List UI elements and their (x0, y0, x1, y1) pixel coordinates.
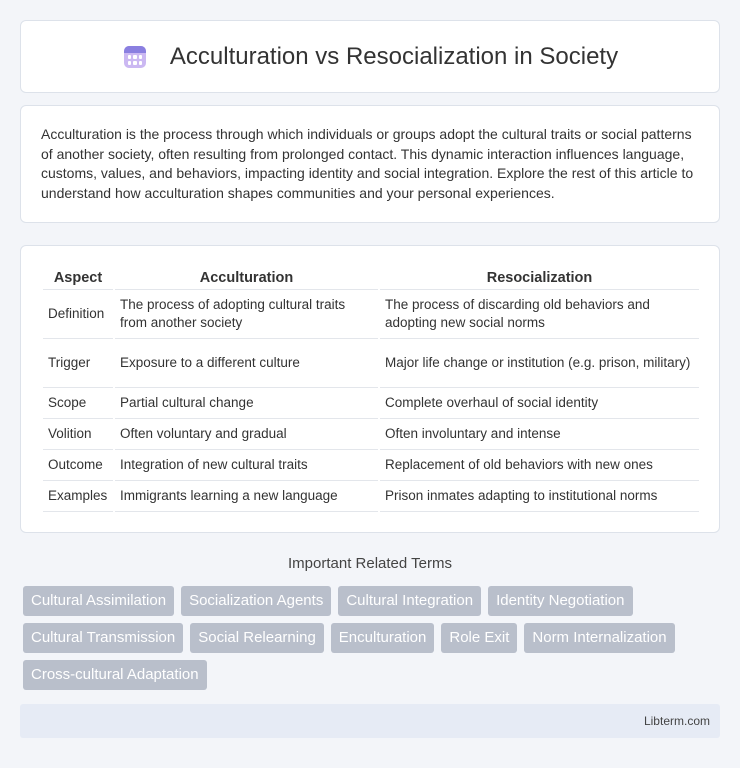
related-term-tag[interactable]: Enculturation (331, 623, 435, 653)
related-term-tag[interactable]: Social Relearning (190, 623, 324, 653)
intro-card (20, 105, 720, 223)
table-cell: Immigrants learning a new language (115, 481, 378, 512)
related-terms-list (23, 586, 723, 697)
related-term-tag[interactable]: Cultural Assimilation (23, 586, 174, 616)
comparison-table (41, 266, 701, 512)
table-cell: The process of adopting cultural traits from another society (115, 290, 378, 339)
table-cell: Complete overhaul of social identity (380, 388, 699, 419)
table-cell: The process of discarding old behaviors and adopting new social norms (380, 290, 699, 339)
page-title: Acculturation vs Resocialization in Society (169, 42, 619, 70)
table-row (43, 450, 699, 481)
table-cell: Examples (43, 481, 113, 512)
table-row (43, 388, 699, 419)
intro-paragraph: Acculturation is the process through which individuals or groups adopt the cultural traits or social patterns of another society, often resulting from prolonged contact. This dynamic interaction influences language, customs, values, and behaviors, impacting identity and social integration. Explore the rest of this article to understand how acculturation shapes communities and your personal experiences. (41, 126, 694, 201)
footer-brand-link[interactable]: Libterm.com (643, 714, 710, 728)
table-cell: Definition (43, 290, 113, 339)
header-acculturation: Acculturation (115, 266, 378, 290)
header-aspect: Aspect (43, 266, 113, 290)
footer (20, 704, 720, 738)
related-term-tag[interactable]: Norm Internalization (524, 623, 674, 653)
table-cell: Volition (43, 419, 113, 450)
table-cell: Outcome (43, 450, 113, 481)
table-row (43, 339, 699, 388)
related-term-tag[interactable]: Identity Negotiation (488, 586, 632, 616)
table-cell: Often involuntary and intense (380, 419, 699, 450)
table-cell: Integration of new cultural traits (115, 450, 378, 481)
related-term-tag[interactable]: Cross-cultural Adaptation (23, 660, 207, 690)
calendar-grid-icon (122, 44, 148, 70)
title-card (20, 20, 720, 93)
table-cell: Trigger (43, 339, 113, 388)
related-term-tag[interactable]: Cultural Transmission (23, 623, 183, 653)
header-resocialization: Resocialization (380, 266, 699, 290)
table-cell: Exposure to a different culture (115, 339, 378, 388)
table-cell: Scope (43, 388, 113, 419)
table-cell: Partial cultural change (115, 388, 378, 419)
related-term-tag[interactable]: Role Exit (441, 623, 517, 653)
comparison-card (20, 245, 720, 533)
table-cell: Prison inmates adapting to institutional norms (380, 481, 699, 512)
table-cell: Major life change or institution (e.g. prison, military) (380, 339, 699, 388)
table-row (43, 290, 699, 339)
related-term-tag[interactable]: Socialization Agents (181, 586, 331, 616)
table-row (43, 481, 699, 512)
table-cell: Often voluntary and gradual (115, 419, 378, 450)
related-term-tag[interactable]: Cultural Integration (338, 586, 481, 616)
table-cell: Replacement of old behaviors with new ones (380, 450, 699, 481)
related-terms-title: Important Related Terms (288, 555, 452, 572)
table-row (43, 419, 699, 450)
